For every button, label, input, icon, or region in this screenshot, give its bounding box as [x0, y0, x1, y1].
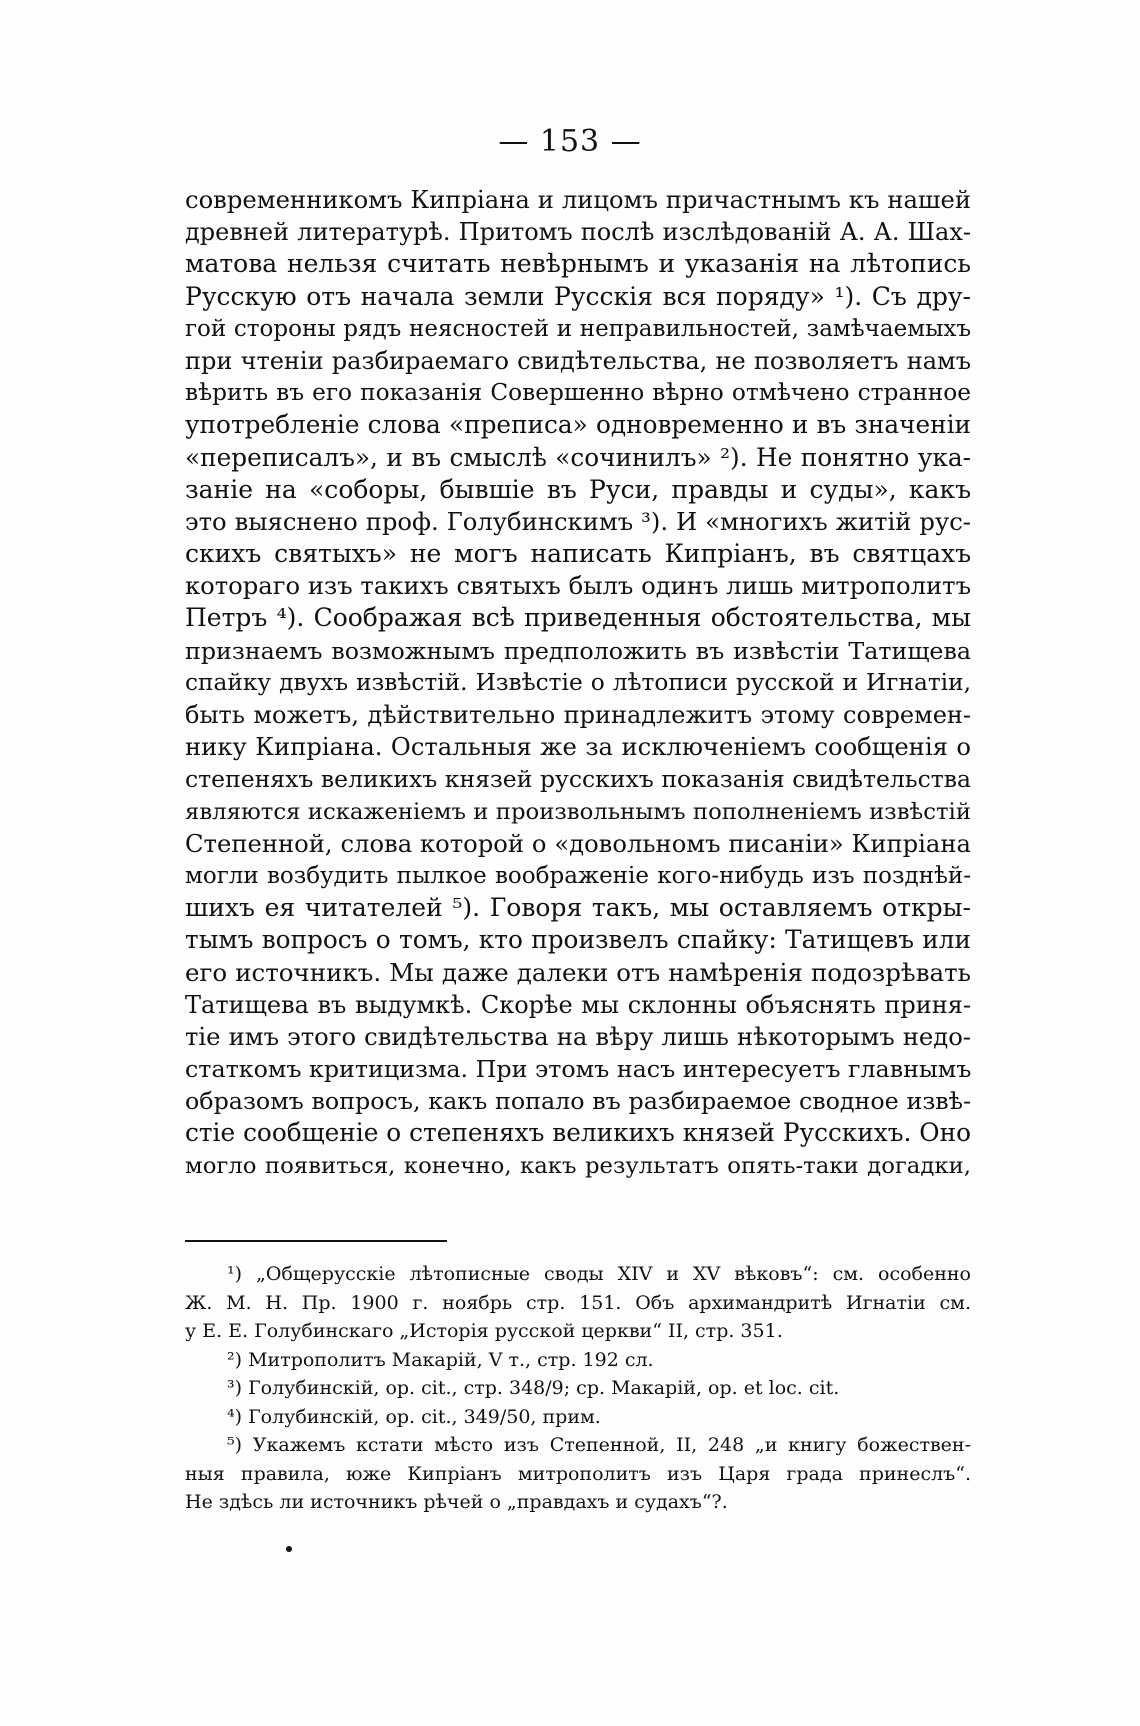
text-line: его источникъ. Мы даже далеки отъ намѣренія подозрѣвать — [185, 957, 971, 987]
text-line: шихъ ея читателей ⁵). Говоря такъ, мы оставляемъ откры- — [185, 893, 971, 923]
text-line: Татищева въ выдумкѣ. Скорѣе мы склонны объяснять приня- — [185, 990, 971, 1019]
text-line: котораго изъ такихъ святыхъ былъ одинъ лишь митрополитъ — [185, 571, 971, 601]
text-line: могли возбудить пылкое воображеніе кого-нибудь изъ позднѣй- — [185, 862, 971, 889]
text-line: нику Кипріана. Остальныя же за исключеніемъ сообщенія о — [185, 732, 971, 762]
footnote-line: Не здѣсь ли источникъ рѣчей о „правдахъ и судахъ“?. — [185, 1491, 728, 1513]
text-line: могло появиться, конечно, какъ результатъ опять-таки догадки, — [185, 1152, 971, 1179]
footnote-line: у Е. Е. Голубинскаго „Исторія русской церкви“ II, стр. 351. — [185, 1320, 783, 1342]
text-line: степеняхъ великихъ князей русскихъ показанія свидѣтельства — [185, 765, 971, 794]
page-number: — 153 — — [498, 124, 642, 159]
text-line: гой стороны рядъ неясностей и неправильностей, замѣчаемыхъ — [185, 315, 971, 342]
text-line: статкомъ критицизма. При этомъ насъ интересуетъ главнымъ — [185, 1055, 972, 1084]
text-line: спайку двухъ извѣстій. Извѣстіе о лѣтописи русской и Игнатіи, — [185, 668, 971, 696]
text-line: Петръ ⁴). Соображая всѣ приведенныя обстоятельства, мы — [185, 603, 971, 633]
text-line: заніе на «соборы, бывшіе въ Руси, правды и суды», какъ — [185, 474, 971, 504]
text-line: образомъ вопросъ, какъ попало въ разбираемое сводное извѣ- — [185, 1087, 971, 1116]
footnote-line: ³) Голубинскій, op. cit., стр. 348/9; ср. Макарій, op. et loc. cit. — [227, 1377, 840, 1399]
text-line: скихъ святыхъ» не могъ написать Кипріанъ, въ святцахъ — [185, 539, 971, 569]
text-line: Русскую отъ начала земли Русскія вся поряду» ¹). Съ дру- — [185, 281, 971, 311]
text-line: Степенной, слова которой о «довольномъ писаніи» Кипріана — [185, 828, 971, 858]
footnote-line: ныя правила, юже Кипріанъ митрополитъ изъ Царя града принеслъ“. — [185, 1462, 971, 1485]
text-line: современникомъ Кипріана и лицомъ причастнымъ къ нашей — [185, 185, 971, 214]
text-line: быть можетъ, дѣйствительно принадлежитъ этому современ- — [185, 701, 971, 729]
text-line: тымъ вопросъ о томъ, кто произвелъ спайку: Татищевъ или — [185, 925, 971, 955]
text-line: при чтеніи разбираемаго свидѣтельства, не позволяетъ намъ — [185, 346, 971, 375]
text-line: вѣрить въ его показанія Совершенно вѣрно отмѣчено странное — [185, 379, 971, 407]
text-line: древней литературѣ. Притомъ послѣ изслѣдованій А. А. Шах- — [185, 218, 971, 247]
main-text-block — [185, 184, 971, 1182]
text-line: употребленіе слова «преписа» одновременно и въ значеніи — [185, 410, 971, 440]
footnotes-block — [185, 1260, 971, 1517]
footnote-line: ⁵) Укажемъ кстати мѣсто изъ Степенной, II, 248 „и книгу божествен- — [227, 1434, 971, 1456]
text-line: тіе имъ этого свидѣтельства на вѣру лишь нѣкоторымъ недо- — [185, 1021, 971, 1051]
text-line: стіе сообщеніе о степеняхъ великихъ князей Русскихъ. Оно — [185, 1118, 971, 1148]
text-line: матова нельзя считать невѣрнымъ и указанія на лѣтопись — [185, 249, 971, 279]
text-line: это выяснено проф. Голубинскимъ ³). И «многихъ житій рус- — [185, 506, 971, 536]
text-line: признаемъ возможнымъ предположить въ извѣстіи Татищева — [185, 636, 971, 665]
footnote-line: Ж. М. Н. Пр. 1900 г. ноябрь стр. 151. Объ архимандритѣ Игнатіи см. — [185, 1291, 971, 1314]
text-line: «переписалъ», и въ смыслѣ «сочинилъ» ²). Не понятно ука- — [185, 442, 971, 472]
footnote-line: ¹) „Общерусскіе лѣтописные своды XIV и XV вѣковъ“: см. особенно — [227, 1263, 971, 1285]
footnote-line: ²) Митрополитъ Макарій, V т., стр. 192 сл. — [227, 1348, 654, 1371]
text-line: являются искаженіемъ и произвольнымъ пополненіемъ извѣстій — [185, 798, 971, 825]
footnote-line: ⁴) Голубинскій, op. cit., 349/50, прим. — [227, 1405, 601, 1428]
footnote-separator — [185, 1240, 447, 1242]
ink-speck — [286, 1546, 292, 1552]
